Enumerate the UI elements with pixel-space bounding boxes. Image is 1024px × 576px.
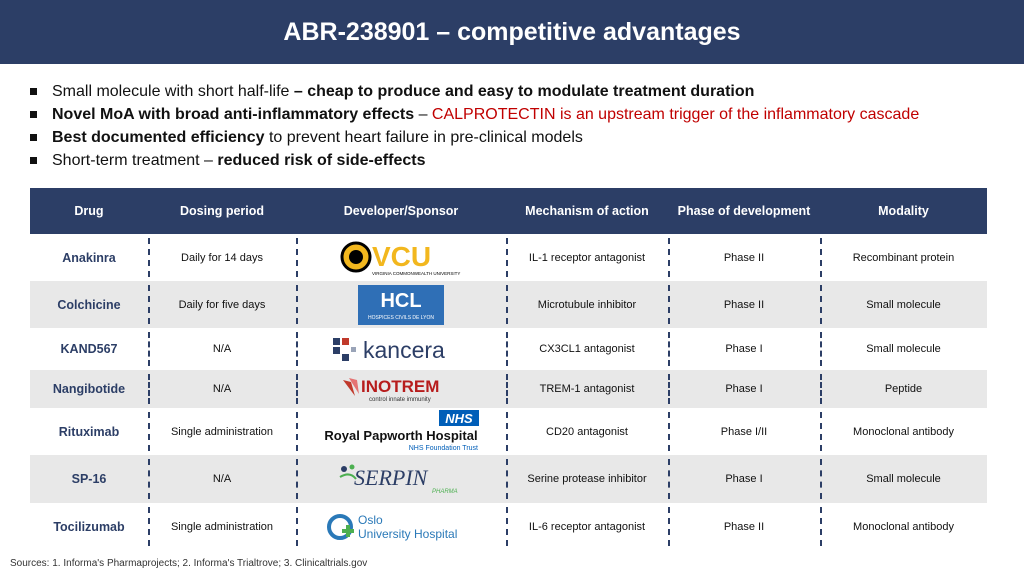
serpin-wordmark: SERPIN xyxy=(354,465,428,490)
mechanism: TREM-1 antagonist xyxy=(506,370,668,408)
bullet-list xyxy=(28,80,1008,172)
bullet-item xyxy=(28,126,1008,149)
table-row xyxy=(30,281,987,328)
sponsor-cell xyxy=(296,503,506,550)
phase: Phase I xyxy=(668,328,820,370)
table-row xyxy=(30,455,987,503)
modality: Recombinant protein xyxy=(820,234,987,281)
inotrem-subtitle: control innate immunity xyxy=(369,397,431,403)
vcu-logo xyxy=(296,234,506,281)
dosing-period: Single administration xyxy=(148,408,296,455)
kancera-mark-icon xyxy=(331,334,471,364)
oslo-cross-icon xyxy=(326,509,476,545)
header-dosing: Dosing period xyxy=(179,204,265,218)
phase: Phase II xyxy=(668,234,820,281)
vcu-seal-icon xyxy=(336,239,466,277)
nhs-badge-text: NHS xyxy=(445,410,473,426)
vcu-wordmark: VCU xyxy=(372,240,432,272)
sponsor-cell xyxy=(296,455,506,503)
dosing-period: Daily for five days xyxy=(148,281,296,328)
table-row xyxy=(30,370,987,408)
bullet-bold-text: reduced risk of side-effects xyxy=(217,152,426,169)
inotrem-logo xyxy=(296,370,506,408)
modality: Monoclonal antibody xyxy=(820,503,987,550)
mechanism: Serine protease inhibitor xyxy=(506,455,668,503)
modality: Monoclonal antibody xyxy=(820,408,987,455)
mechanism: IL-6 receptor antagonist xyxy=(506,503,668,550)
sponsor-cell xyxy=(296,328,506,370)
hcl-logo xyxy=(296,281,506,328)
bullet-text: Short-term treatment – xyxy=(52,152,218,169)
dosing-period: Daily for 14 days xyxy=(148,234,296,281)
inotrem-mark-icon xyxy=(341,374,461,404)
nhs-logo-icon xyxy=(321,410,481,454)
modality: Small molecule xyxy=(820,281,987,328)
serpin-subtitle: PHARMA xyxy=(432,489,458,495)
phase: Phase I/II xyxy=(668,408,820,455)
header-moa: Mechanism of action xyxy=(525,204,649,218)
drug-name: SP-16 xyxy=(71,472,107,486)
header-sponsor: Developer/Sponsor xyxy=(343,204,459,218)
papworth-wordmark: Royal Papworth Hospital xyxy=(324,427,478,443)
table-row xyxy=(30,408,987,455)
inotrem-wordmark: INOTREM xyxy=(361,377,440,396)
phase: Phase II xyxy=(668,503,820,550)
royal-papworth-logo xyxy=(296,408,506,455)
serpin-logo xyxy=(296,455,506,503)
serpin-mark-icon xyxy=(336,461,466,497)
modality: Small molecule xyxy=(820,328,987,370)
phase: Phase II xyxy=(668,281,820,328)
table-row xyxy=(30,503,987,550)
sponsor-cell xyxy=(296,281,506,328)
bullet-bold-text: – cheap to produce and easy to modulate treatment duration xyxy=(293,83,755,100)
bullet-red-text: CALPROTECTIN is an upstream trigger of the inflammatory cascade xyxy=(431,106,920,123)
dosing-period: N/A xyxy=(148,455,296,503)
vcu-subtitle: VIRGINIA COMMONWEALTH UNIVERSITY xyxy=(372,270,461,276)
bullet-item xyxy=(28,149,1008,172)
modality: Small molecule xyxy=(820,455,987,503)
table-row xyxy=(30,234,987,281)
hcl-subtitle: HOSPICES CIVILS DE LYON xyxy=(367,314,435,321)
table-row xyxy=(30,328,987,370)
drug-name: Tocilizumab xyxy=(53,519,125,534)
hcl-badge-icon xyxy=(358,285,444,325)
drug-name: Nangibotide xyxy=(52,382,126,396)
dosing-period: Single administration xyxy=(148,503,296,550)
sponsor-cell xyxy=(296,370,506,408)
bullet-bold-text: Novel MoA with broad anti-inflammatory effects xyxy=(52,106,415,123)
mechanism: CD20 antagonist xyxy=(506,408,668,455)
mechanism: CX3CL1 antagonist xyxy=(506,328,668,370)
table-header xyxy=(30,188,987,234)
dosing-period: N/A xyxy=(148,328,296,370)
drug-name: KAND567 xyxy=(60,342,118,356)
header-drug: Drug xyxy=(74,204,104,218)
bullet-text: to prevent heart failure in pre-clinical models xyxy=(264,129,583,146)
oslo-wordmark: Oslo xyxy=(358,512,383,527)
hcl-wordmark: HCL xyxy=(380,289,422,312)
drug-name: Rituximab xyxy=(58,424,120,439)
competitor-table xyxy=(30,188,987,550)
mechanism: Microtubule inhibitor xyxy=(506,281,668,328)
phase: Phase I xyxy=(668,370,820,408)
sources-footnote: Sources: 1. Informa's Pharmaprojects; 2. Informa's Trialtrove; 3. Clinicaltrials.gov xyxy=(10,558,368,569)
sponsor-cell xyxy=(296,234,506,281)
kancera-logo xyxy=(296,328,506,370)
dosing-period: N/A xyxy=(148,370,296,408)
drug-name: Colchicine xyxy=(57,297,121,312)
bullet-text: Small molecule with short half-life xyxy=(52,83,294,100)
oslo-hospital-logo xyxy=(296,503,506,550)
papworth-subtitle: NHS Foundation Trust xyxy=(408,444,478,452)
slide-title: ABR-238901 – competitive advantages xyxy=(0,0,1024,64)
header-modality: Modality xyxy=(878,204,929,218)
sponsor-cell xyxy=(296,408,506,455)
oslo-subtitle: University Hospital xyxy=(358,526,458,541)
bullet-text: – xyxy=(414,106,432,123)
drug-name: Anakinra xyxy=(62,250,116,265)
modality: Peptide xyxy=(820,370,987,408)
bullet-item xyxy=(28,80,1008,103)
kancera-wordmark: kancera xyxy=(363,337,445,363)
header-phase: Phase of development xyxy=(677,204,811,218)
phase: Phase I xyxy=(668,455,820,503)
bullet-item xyxy=(28,103,1008,126)
mechanism: IL-1 receptor antagonist xyxy=(506,234,668,281)
bullet-bold-text: Best documented efficiency xyxy=(52,129,265,146)
